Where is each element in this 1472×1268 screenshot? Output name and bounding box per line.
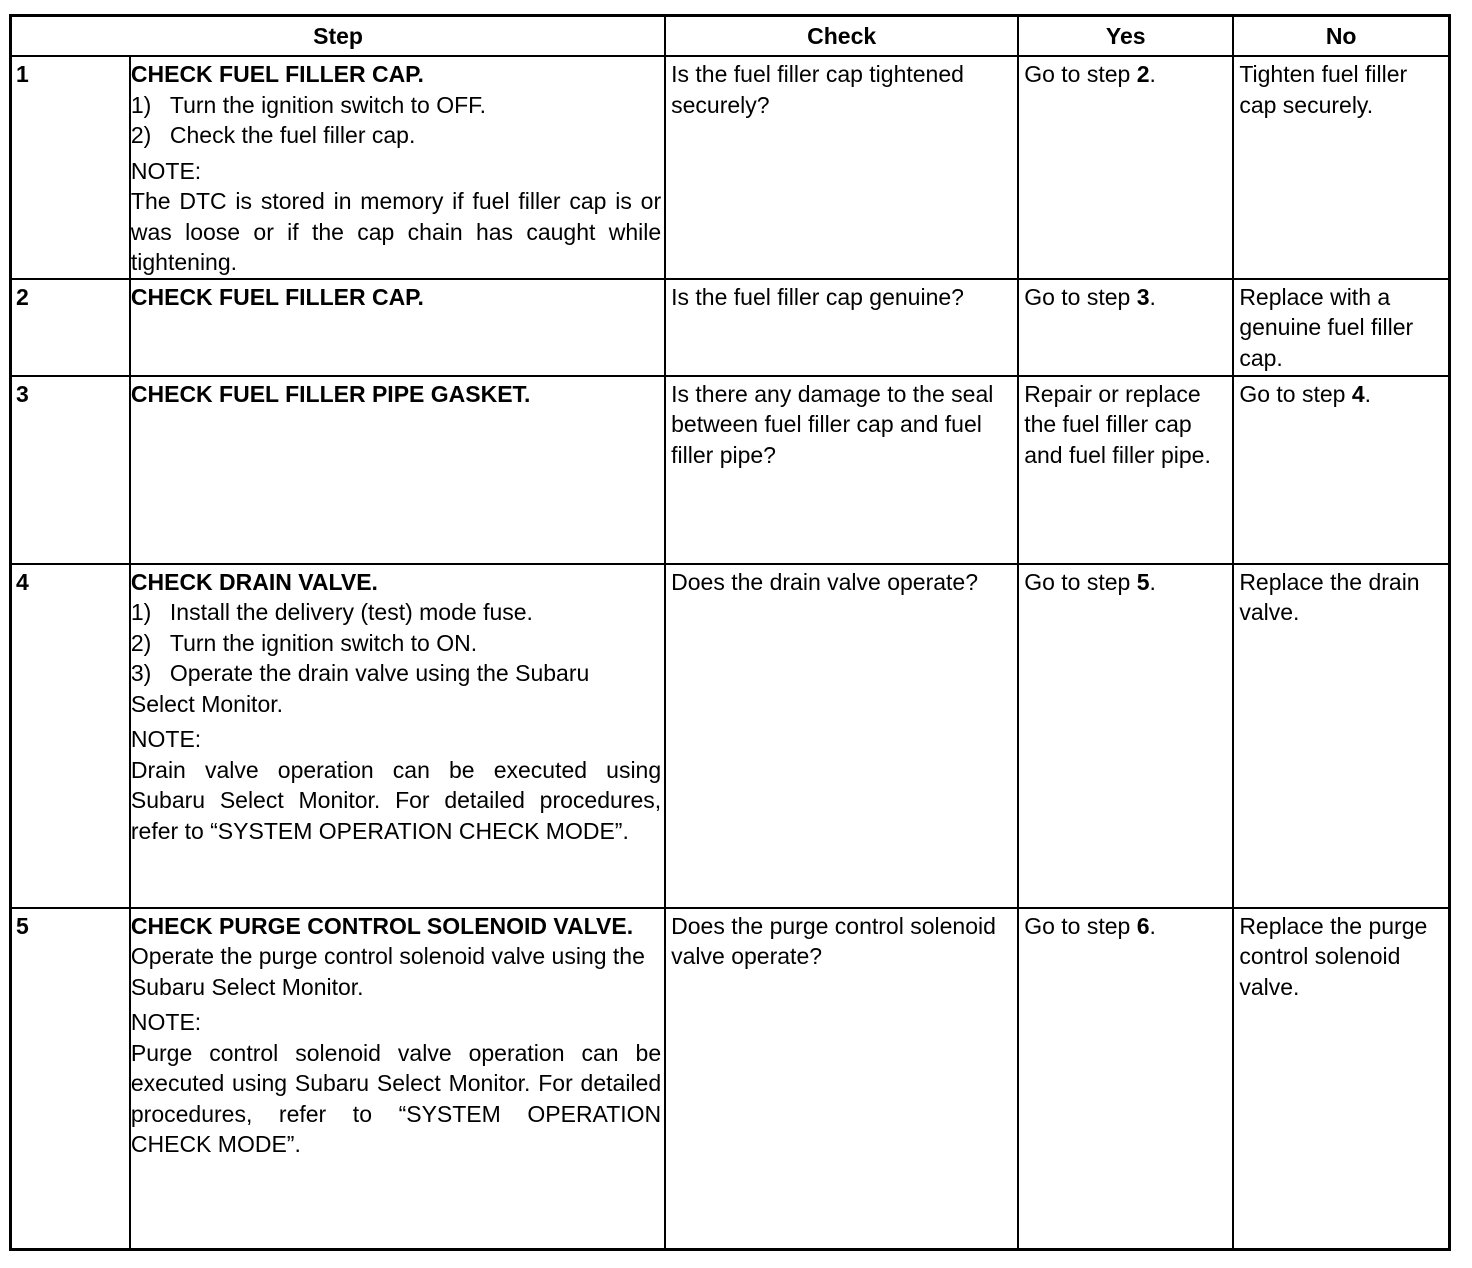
- table-row: [11, 908, 1450, 1250]
- check-cell: Does the purge control solenoid valve operate?: [665, 908, 1018, 1250]
- check-cell: Does the drain valve operate?: [665, 564, 1018, 908]
- step-description: [130, 564, 665, 908]
- table-row: [11, 376, 1450, 564]
- header-step: Step: [11, 16, 666, 57]
- table-row: [11, 56, 1450, 279]
- step-title: CHECK FUEL FILLER CAP.: [130, 283, 424, 310]
- step-link: 6: [1136, 912, 1150, 939]
- yes-cell: Repair or replace the fuel filler cap and fuel filler pipe.: [1018, 376, 1233, 564]
- yes-cell: Go to step 2.: [1018, 56, 1233, 279]
- header-row: [11, 16, 1450, 57]
- step-link: 2: [1136, 61, 1150, 87]
- table-row: [11, 564, 1450, 908]
- step-link: 4: [1351, 380, 1365, 407]
- note-label: NOTE:: [130, 157, 202, 184]
- step-description: [130, 56, 665, 279]
- list-item-continuation: Select Monitor.: [130, 690, 284, 717]
- step-title: CHECK FUEL FILLER CAP.: [130, 61, 424, 87]
- step-number: 4: [11, 564, 130, 908]
- step-title: CHECK PURGE CONTROL SOLENOID VALVE.: [130, 912, 634, 939]
- list-item: 1) Turn the ignition switch to OFF.: [130, 91, 487, 118]
- step-title: CHECK FUEL FILLER PIPE GASKET.: [130, 380, 531, 407]
- step-description: [130, 376, 665, 564]
- header-check: Check: [665, 16, 1018, 57]
- no-cell: Tighten fuel filler cap securely.: [1233, 56, 1449, 279]
- step-title: CHECK DRAIN VALVE.: [130, 568, 378, 595]
- check-cell: Is there any damage to the seal between fuel filler cap and fuel filler pipe?: [665, 376, 1018, 564]
- step-number: 5: [11, 908, 130, 1250]
- note-text: The DTC is stored in memory if fuel filler cap is or was loose or if the cap chain has caught while tightening.: [130, 188, 662, 275]
- list-item: 2) Turn the ignition switch to ON.: [130, 629, 478, 656]
- header-no: No: [1233, 16, 1449, 57]
- list-item: 2) Check the fuel filler cap.: [130, 122, 416, 148]
- step-number: 3: [11, 376, 130, 564]
- step-description: [130, 908, 665, 1250]
- no-cell: Replace with a genuine fuel filler cap.: [1233, 279, 1449, 376]
- yes-cell: Go to step 5.: [1018, 564, 1233, 908]
- step-link: 5: [1136, 568, 1150, 595]
- yes-cell: Go to step 6.: [1018, 908, 1233, 1250]
- list-item: 1) Install the delivery (test) mode fuse.: [130, 599, 533, 625]
- check-cell: Is the fuel filler cap genuine?: [665, 279, 1018, 376]
- step-body: Operate the purge control solenoid valve using the Subaru Select Monitor.: [130, 943, 645, 1000]
- note-text: Drain valve operation can be executed using Subaru Select Monitor. For detailed procedures, refer to “SYSTEM OPERATION CHECK MODE”.: [130, 756, 662, 844]
- table-row: [11, 279, 1450, 376]
- no-cell: Replace the purge control solenoid valve.: [1233, 908, 1449, 1250]
- step-link: 3: [1136, 283, 1150, 310]
- check-cell: Is the fuel filler cap tightened securely?: [665, 56, 1018, 279]
- step-number: 2: [11, 279, 130, 376]
- step-description: [130, 279, 665, 376]
- note-label: NOTE:: [130, 726, 202, 752]
- yes-cell: Go to step 3.: [1018, 279, 1233, 376]
- header-yes: Yes: [1018, 16, 1233, 57]
- step-number: 1: [11, 56, 130, 279]
- diagnostic-procedure-table: [9, 14, 1451, 1251]
- no-cell: Go to step 4.: [1233, 376, 1449, 564]
- no-cell: Replace the drain valve.: [1233, 564, 1449, 908]
- note-label: NOTE:: [130, 1009, 202, 1035]
- note-text: Purge control solenoid valve operation can be executed using Subaru Select Monitor. For detailed procedures, refer to “SYSTEM OPERATION CHECK MODE”.: [130, 1039, 662, 1157]
- list-item: 3) Operate the drain valve using the Subaru: [130, 660, 590, 686]
